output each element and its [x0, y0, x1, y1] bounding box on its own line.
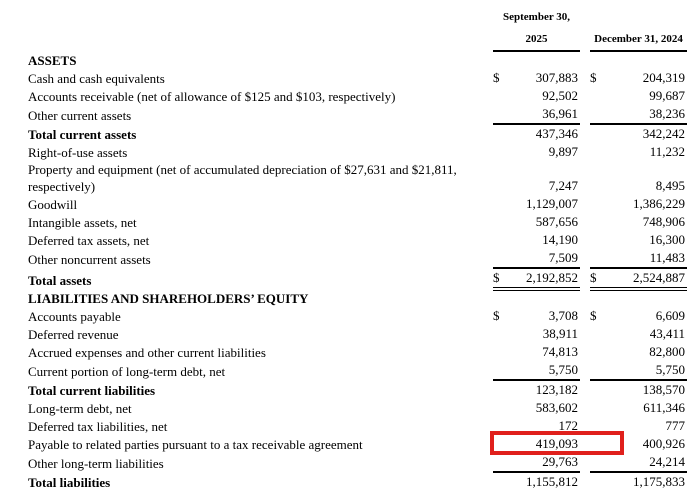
- row-label: Total current assets: [28, 127, 137, 142]
- dollar-cell: [590, 399, 606, 417]
- dollar-cell: [493, 399, 510, 417]
- value-cell-prior: 82,800: [649, 344, 686, 359]
- row-label: Accounts receivable (net of allowance of $125 and $103, respectively): [28, 89, 396, 104]
- column-gap: [580, 69, 590, 87]
- row-label: Other current assets: [28, 108, 132, 123]
- table-row: [0, 399, 687, 417]
- dollar-cell: [493, 361, 510, 380]
- table-row: [0, 105, 687, 124]
- dollar-cell: [493, 417, 510, 435]
- value-cell-current: 9,897: [548, 144, 579, 159]
- dollar-sign: $: [590, 268, 606, 289]
- header-spacer: [0, 6, 493, 51]
- dollar-cell: [493, 472, 510, 491]
- table-row: [0, 435, 687, 453]
- dollar-cell: [590, 289, 606, 307]
- row-label: Other noncurrent assets: [28, 252, 151, 267]
- table-row: [0, 472, 687, 491]
- value-cell-prior: 342,242: [642, 126, 686, 141]
- header-gap: [580, 6, 590, 51]
- column-gap: [580, 195, 590, 213]
- row-label: Intangible assets, net: [28, 215, 137, 230]
- column-gap: [580, 268, 590, 289]
- row-label: Total assets: [28, 273, 92, 288]
- row-label: Right-of-use assets: [28, 145, 128, 160]
- column-gap: [580, 435, 590, 453]
- column-gap: [580, 231, 590, 249]
- table-row: [0, 195, 687, 213]
- value-cell-current: 307,883: [535, 70, 579, 85]
- table-row: [0, 143, 687, 161]
- dollar-cell: [590, 143, 606, 161]
- column-gap: [580, 417, 590, 435]
- dollar-cell: [590, 453, 606, 472]
- value-cell-prior: 24,214: [606, 453, 687, 472]
- dollar-cell: [493, 87, 510, 105]
- dollar-cell: [590, 361, 606, 380]
- section-header-row: [0, 289, 687, 307]
- value-cell-current: 74,813: [542, 344, 579, 359]
- dollar-cell: [590, 51, 606, 69]
- table-row: [0, 417, 687, 435]
- dollar-cell: [493, 124, 510, 143]
- value-cell-current: 1,129,007: [526, 196, 579, 211]
- value-cell-prior: 38,236: [606, 105, 687, 124]
- value-cell-prior: 204,319: [642, 70, 686, 85]
- column-gap: [580, 105, 590, 124]
- row-label: LIABILITIES AND SHAREHOLDERS’ EQUITY: [28, 291, 309, 306]
- value-cell-prior: 11,232: [649, 144, 686, 159]
- value-cell-prior: [606, 51, 687, 69]
- table-row: [0, 361, 687, 380]
- value-cell-prior: 138,570: [642, 382, 686, 397]
- table-row: [0, 87, 687, 105]
- column-gap: [580, 87, 590, 105]
- table-row: [0, 268, 687, 289]
- table-row: [0, 325, 687, 343]
- section-header-row: [0, 51, 687, 69]
- value-cell-prior: 16,300: [649, 232, 686, 247]
- table-row: [0, 343, 687, 361]
- dollar-sign: $: [493, 308, 500, 323]
- value-cell-current: 172: [558, 418, 579, 433]
- dollar-cell: [590, 124, 606, 143]
- table-row: [0, 249, 687, 268]
- dollar-cell: [493, 105, 510, 124]
- dollar-cell: [493, 231, 510, 249]
- dollar-cell: [590, 435, 606, 453]
- column-gap: [580, 472, 590, 491]
- row-label: Deferred revenue: [28, 327, 119, 342]
- value-cell-current: 1,155,812: [526, 474, 579, 489]
- dollar-cell: [493, 380, 510, 399]
- dollar-cell: [493, 325, 510, 343]
- dollar-sign: $: [590, 70, 597, 85]
- dollar-cell: [590, 249, 606, 268]
- column-header-row: [0, 6, 687, 51]
- column-gap: [580, 307, 590, 325]
- dollar-cell: [590, 195, 606, 213]
- value-cell-prior: [606, 289, 687, 307]
- dollar-cell: [590, 417, 606, 435]
- row-label: Total liabilities: [28, 475, 111, 490]
- table-row: [0, 231, 687, 249]
- row-label: ASSETS: [28, 53, 77, 68]
- dollar-cell: [590, 105, 606, 124]
- row-label: Goodwill: [28, 197, 78, 212]
- value-cell-prior: 1,386,229: [633, 196, 686, 211]
- row-label: Property and equipment (net of accumulated depreciation of $27,631 and $21,811, respectively): [28, 162, 457, 194]
- table-row: [0, 307, 687, 325]
- value-cell-current: 7,247: [548, 178, 579, 193]
- dollar-cell: [493, 51, 510, 69]
- dollar-cell: [493, 143, 510, 161]
- dollar-cell: [493, 343, 510, 361]
- column-header-current-period: September 30, 2025: [493, 6, 580, 51]
- value-cell-prior: 6,609: [655, 308, 686, 323]
- value-cell-current: 583,602: [535, 400, 579, 415]
- column-header-prior-period: December 31, 2024: [590, 6, 687, 51]
- dollar-cell: [590, 325, 606, 343]
- value-cell-current: [510, 51, 580, 69]
- value-cell-prior: 748,906: [642, 214, 686, 229]
- value-cell-current: 3,708: [548, 308, 579, 323]
- value-cell-prior: 43,411: [649, 326, 686, 341]
- value-cell-prior: 8,495: [655, 178, 686, 193]
- dollar-cell: [493, 249, 510, 268]
- value-cell-current: 2,192,852: [510, 268, 580, 289]
- dollar-cell: [493, 213, 510, 231]
- value-cell-current: 7,509: [510, 249, 580, 268]
- column-gap: [580, 51, 590, 69]
- value-cell-prior: 11,483: [606, 249, 687, 268]
- balance-sheet-table: [0, 6, 687, 491]
- dollar-sign: $: [493, 268, 510, 289]
- dollar-cell: [493, 161, 510, 195]
- balance-sheet-body: [0, 51, 687, 491]
- dollar-sign: $: [590, 308, 597, 323]
- value-cell-prior: 5,750: [606, 361, 687, 380]
- row-label: Accrued expenses and other current liabilities: [28, 345, 266, 360]
- table-row: [0, 161, 687, 195]
- value-cell-prior: 2,524,887: [606, 268, 687, 289]
- column-gap: [580, 361, 590, 380]
- dollar-cell: [590, 472, 606, 491]
- row-label: Deferred tax assets, net: [28, 233, 150, 248]
- column-gap: [580, 289, 590, 307]
- row-label: Current portion of long-term debt, net: [28, 364, 226, 379]
- value-cell-current: 419,093: [510, 435, 580, 453]
- column-gap: [580, 325, 590, 343]
- value-cell-current: 92,502: [542, 88, 579, 103]
- row-label: Total current liabilities: [28, 383, 156, 398]
- dollar-cell: [493, 435, 510, 453]
- column-gap: [580, 380, 590, 399]
- table-row: [0, 380, 687, 399]
- value-cell-current: 36,961: [510, 105, 580, 124]
- value-cell-prior: 99,687: [649, 88, 686, 103]
- table-row: [0, 453, 687, 472]
- value-cell-current: 587,656: [535, 214, 579, 229]
- dollar-cell: [493, 453, 510, 472]
- column-gap: [580, 161, 590, 195]
- column-gap: [580, 213, 590, 231]
- dollar-cell: [590, 161, 606, 195]
- value-cell-current: 14,190: [542, 232, 579, 247]
- row-label: Long-term debt, net: [28, 401, 132, 416]
- dollar-cell: [590, 87, 606, 105]
- value-cell-prior: 400,926: [642, 436, 686, 451]
- row-label: Deferred tax liabilities, net: [28, 419, 168, 434]
- dollar-cell: [493, 195, 510, 213]
- column-gap: [580, 343, 590, 361]
- dollar-sign: $: [493, 70, 500, 85]
- column-gap: [580, 399, 590, 417]
- table-row: [0, 213, 687, 231]
- dollar-cell: [590, 231, 606, 249]
- value-cell-prior: 1,175,833: [633, 474, 686, 489]
- value-cell-prior: 777: [665, 418, 686, 433]
- value-cell-current: 38,911: [542, 326, 579, 341]
- row-label: Cash and cash equivalents: [28, 71, 165, 86]
- dollar-cell: [590, 343, 606, 361]
- value-cell-current: 123,182: [535, 382, 579, 397]
- value-cell-current: 5,750: [510, 361, 580, 380]
- table-row: [0, 124, 687, 143]
- value-cell-prior: 611,346: [643, 400, 686, 415]
- row-label: Other long-term liabilities: [28, 456, 164, 471]
- column-gap: [580, 143, 590, 161]
- row-label: Accounts payable: [28, 309, 121, 324]
- table-row: [0, 69, 687, 87]
- value-cell-current: 437,346: [535, 126, 579, 141]
- row-label: Payable to related parties pursuant to a tax receivable agreement: [28, 437, 363, 452]
- column-gap: [580, 453, 590, 472]
- dollar-cell: [493, 289, 510, 307]
- column-gap: [580, 249, 590, 268]
- value-cell-current: 29,763: [510, 453, 580, 472]
- dollar-cell: [590, 213, 606, 231]
- value-cell-current: [510, 289, 580, 307]
- dollar-cell: [590, 380, 606, 399]
- column-gap: [580, 124, 590, 143]
